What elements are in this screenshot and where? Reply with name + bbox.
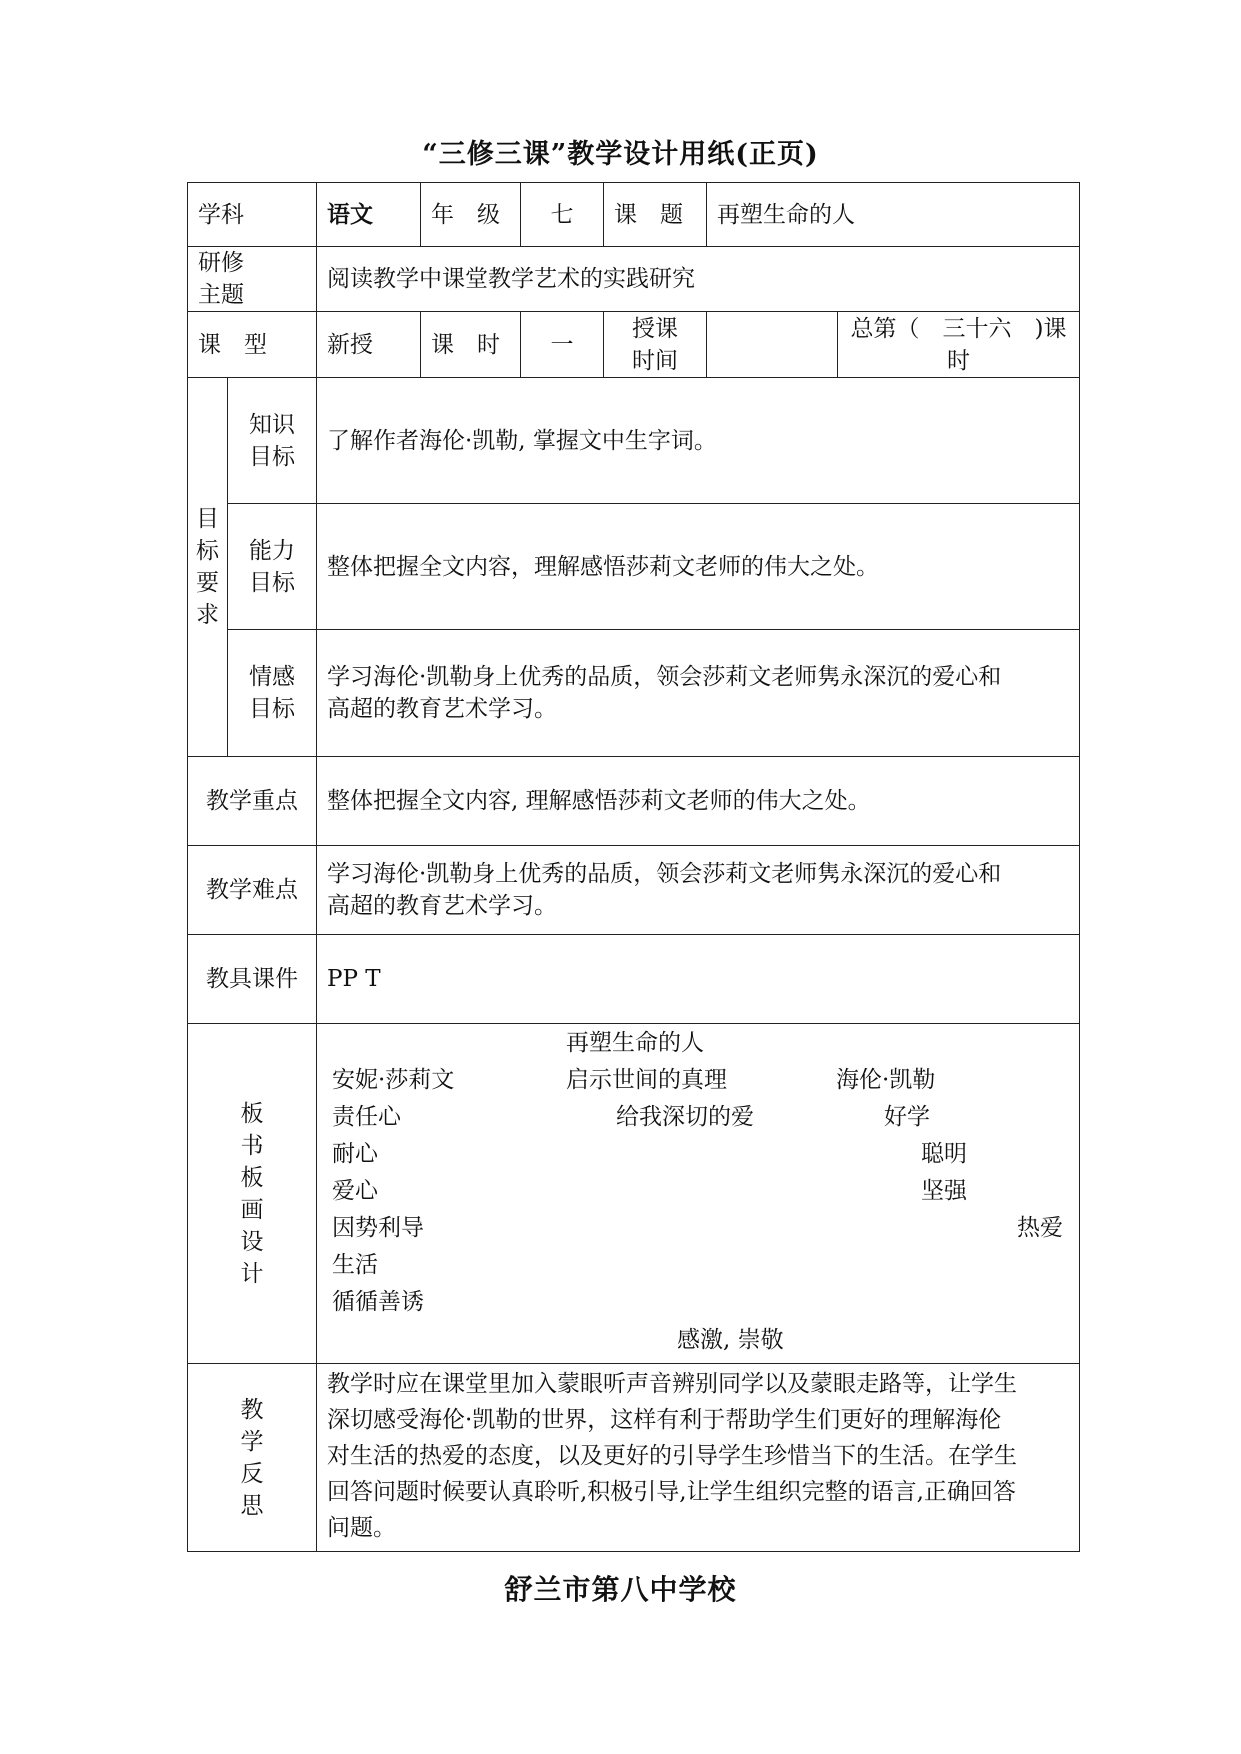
research-label-line1: 研修 [198,250,244,276]
goals-char-4: 求 [196,602,219,628]
board-left-item-2: 耐心 [332,1140,378,1167]
tools-label: 教具课件 [188,935,317,1024]
tools-row [188,935,1080,1024]
board-center-item: 给我深切的爱 [616,1103,754,1130]
ability-value: 整体把握全文内容，理解感悟莎莉文老师的伟大之处。 [317,504,1080,630]
grade-label: 年 级 [421,183,521,247]
lesson-time-label-line1: 授课 [632,315,678,342]
reflection-label-char-2: 学 [240,1428,264,1455]
reflection-label [188,1364,317,1552]
knowledge-value: 了解作者海伦·凯勒, 掌握文中生字词。 [317,378,1080,504]
grade-value: 七 [521,183,604,247]
board-label-char-6: 计 [240,1260,264,1287]
board-right-item-2: 聪明 [921,1140,967,1167]
difficulty-value [317,846,1080,935]
board-left-head: 安妮·莎莉文 [332,1066,455,1093]
reflection-label-char-4: 思 [240,1492,264,1519]
goals-char-1: 目 [196,506,219,532]
goals-char-2: 标 [196,538,219,564]
board-right-item-3: 坚强 [921,1177,967,1204]
page-title: “三修三课”教学设计用纸(正页) [422,139,819,170]
board-label-char-4: 画 [240,1196,264,1223]
emotion-label-line1: 情感 [249,664,295,690]
topic-label: 课 题 [604,183,707,247]
knowledge-goal-row [188,378,1080,504]
board-content [317,1024,1080,1364]
lesson-row [188,312,1080,378]
lesson-total [838,312,1080,378]
board-bottom: 感激, 崇敬 [677,1326,784,1353]
emotion-label [228,630,317,757]
reflection-label-char-1: 教 [240,1396,264,1423]
tools-value: PP T [317,935,1080,1024]
header-row [188,183,1080,247]
research-label [188,247,317,312]
key-point-value: 整体把握全文内容, 理解感悟莎莉文老师的伟大之处。 [317,757,1080,846]
board-left-item-4: 因势利导 [332,1214,424,1241]
board-label [188,1024,317,1364]
board-label-char-1: 板 [240,1100,264,1127]
lesson-time-label-line2: 时间 [632,347,678,374]
reflection-value [317,1364,1080,1552]
board-left-item-3: 爱心 [332,1177,378,1204]
knowledge-label-line2: 目标 [249,443,295,470]
difficulty-value-line2: 高超的教育艺术学习。 [327,893,557,919]
goals-char-3: 要 [196,570,219,596]
ability-label [228,504,317,630]
reflection-line-1: 教学时应在课堂里加入蒙眼听声音辨别同学以及蒙眼走路等，让学生 [327,1371,1017,1397]
lesson-type-value: 新授 [317,312,421,378]
lesson-type-label: 课 型 [188,312,317,378]
school-name: 舒兰市第八中学校 [504,1573,737,1606]
research-label-line2: 主题 [198,282,244,308]
knowledge-label-line1: 知识 [249,411,295,438]
difficulty-row [188,846,1080,935]
board-right-item-4: 热爱 [1017,1214,1063,1241]
knowledge-label [228,378,317,504]
lesson-hours-value: 一 [521,312,604,378]
lesson-time-value [707,312,838,378]
board-label-char-2: 书 [240,1132,264,1159]
key-point-label: 教学重点 [188,757,317,846]
board-center-head: 启示世间的真理 [566,1066,727,1093]
board-left-item-6: 循循善诱 [332,1288,424,1315]
emotion-value-line2: 高超的教育艺术学习。 [327,696,557,722]
ability-label-line1: 能力 [249,537,295,564]
board-title: 再塑生命的人 [566,1029,704,1056]
subject-label: 学科 [188,183,317,247]
difficulty-value-line1: 学习海伦·凯勒身上优秀的品质，领会莎莉文老师隽永深沉的爱心和 [327,861,1002,887]
board-right-item-1: 好学 [884,1103,930,1130]
board-label-char-5: 设 [240,1228,264,1255]
reflection-row [188,1364,1080,1552]
research-value: 阅读教学中课堂教学艺术的实践研究 [317,247,1080,312]
lesson-total-line2: 时 [947,347,970,374]
reflection-line-5: 问题。 [327,1515,396,1541]
lesson-plan-table [187,182,1080,1552]
board-label-char-3: 板 [240,1164,264,1191]
reflection-line-3: 对生活的热爱的态度，以及更好的引导学生珍惜当下的生活。在学生 [327,1443,1017,1469]
board-left-item-5: 生活 [332,1251,378,1278]
board-left-item-1: 责任心 [332,1103,401,1130]
subject-value: 语文 [317,183,421,247]
ability-label-line2: 目标 [249,569,295,596]
reflection-label-char-3: 反 [240,1460,264,1487]
lesson-hours-label: 课 时 [421,312,521,378]
emotion-goal-row [188,630,1080,757]
ability-goal-row [188,504,1080,630]
topic-value: 再塑生命的人 [707,183,1080,247]
reflection-line-4: 回答问题时候要认真聆听,积极引导,让学生组织完整的语言,正确回答 [327,1479,1016,1505]
board-design-row [188,1024,1080,1364]
lesson-total-line1: 总第（ 三十六 )课 [850,315,1067,342]
reflection-line-2: 深切感受海伦·凯勒的世界，这样有利于帮助学生们更好的理解海伦 [327,1407,1002,1433]
emotion-value-line1: 学习海伦·凯勒身上优秀的品质，领会莎莉文老师隽永深沉的爱心和 [327,664,1002,690]
emotion-value [317,630,1080,757]
difficulty-label: 教学难点 [188,846,317,935]
emotion-label-line2: 目标 [249,696,295,722]
lesson-time-label [604,312,707,378]
board-right-head: 海伦·凯勒 [836,1066,936,1093]
goals-group-label [188,378,228,757]
research-row [188,247,1080,312]
key-point-row [188,757,1080,846]
